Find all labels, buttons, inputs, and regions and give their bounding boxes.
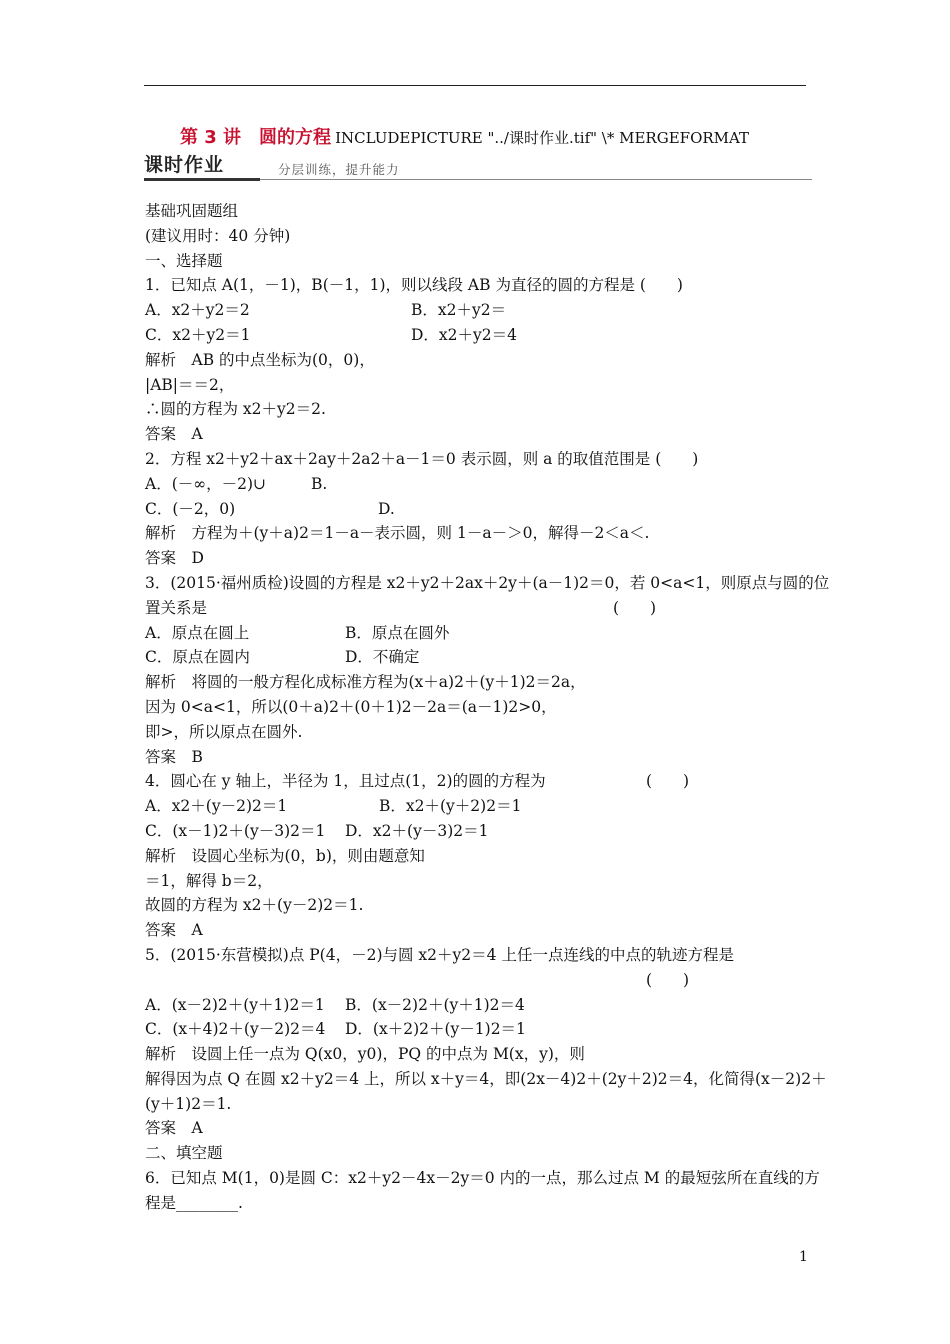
q3-answer: 答案 B	[145, 747, 203, 766]
q3-stem-1: 3．(2015·福州质检)设圆的方程是 x2＋y2＋2ax＋2y＋(a－1)2＝0，若 0<a<1，则原点与圆的位	[145, 573, 830, 592]
q5-solution-1: 解析 设圆上任一点为 Q(x0，y0)，PQ 的中点为 M(x，y)，则	[145, 1045, 585, 1064]
q3-option-a: A．原点在圆上	[145, 623, 250, 642]
q3-options-ab	[145, 621, 810, 646]
q1-solution-3: ∴圆的方程为 x2＋y2＝2.	[145, 400, 326, 419]
q4-option-b: B．x2＋(y＋2)2＝1	[379, 797, 522, 816]
q1-solution-2: |AB|＝＝2，	[145, 375, 235, 394]
q5-answer-paren: ( )	[646, 970, 690, 989]
q5-option-c: C．(x＋4)2＋(y－2)2＝4	[145, 1020, 326, 1039]
q2-options-ab	[145, 472, 810, 497]
q6-stem-1: 6．已知点 M(1，0)是圆 C：x2＋y2－4x－2y＝0 内的一点，那么过点 M 的最短弦所在直线的方	[145, 1169, 820, 1188]
q3-options-cd	[145, 645, 810, 670]
q3-answer-paren: ( )	[613, 598, 657, 617]
time-note: (建议用时：40 分钟)	[145, 226, 291, 245]
q5-options-cd	[145, 1017, 810, 1042]
q5-stem: 5．(2015·东营模拟)点 P(4，－2)与圆 x2＋y2＝4 上任一点连线的中点的轨迹方程是	[145, 945, 734, 964]
q1-option-b: B．x2＋y2＝	[411, 301, 507, 320]
q2-stem: 2．方程 x2＋y2＋ax＋2ay＋2a2＋a－1＝0 表示圆，则 a 的取值范围是 ( )	[145, 449, 699, 468]
q5-option-d: D．(x＋2)2＋(y－1)2＝1	[345, 1020, 526, 1039]
q4-solution-3: 故圆的方程为 x2＋(y－2)2＝1.	[145, 896, 364, 915]
q2-option-d: D.	[378, 499, 395, 518]
banner-subtitle: 分层训练，提升能力	[278, 162, 400, 177]
q4-options-ab	[145, 794, 810, 819]
q3-option-c: C．原点在圆内	[145, 648, 250, 667]
q2-solution-1: 解析 方程为＋(y＋a)2＝1－a－表示圆，则 1－a－＞0，解得－2＜a＜.	[145, 524, 650, 543]
field-code-text: INCLUDEPICTURE "../课时作业.tif" \* MERGEFORMAT	[335, 129, 750, 147]
q4-option-a: A．x2＋(y－2)2＝1	[145, 797, 288, 816]
q3-option-d: D．不确定	[345, 648, 420, 667]
q1-option-c: C．x2＋y2＝1	[145, 325, 251, 344]
q4-solution-2: ＝1，解得 b＝2，	[145, 871, 273, 890]
q4-stem-row	[145, 769, 810, 794]
group-heading: 基础巩固题组	[145, 202, 239, 220]
q6-stem-2: 程是________.	[145, 1193, 243, 1212]
q3-solution-1: 解析 将圆的一般方程化成标准方程为(x＋a)2＋(y＋1)2＝2a，	[145, 673, 586, 692]
q4-solution-1: 解析 设圆心坐标为(0，b)，则由题意知	[145, 846, 425, 865]
q2-option-b: B.	[311, 474, 328, 493]
q2-option-a: A．(－∞，－2)∪	[145, 474, 267, 493]
q5-option-a: A．(x－2)2＋(y＋1)2＝1	[145, 995, 325, 1014]
q4-option-d: D．x2＋(y－3)2＝1	[345, 821, 489, 840]
q1-solution-1: 解析 AB 的中点坐标为(0，0)，	[145, 350, 375, 369]
homework-banner	[144, 152, 812, 182]
q3-solution-2: 因为 0<a<1，所以(0＋a)2＋(0＋1)2－2a＝(a－1)2>0，	[145, 697, 557, 716]
q3-stem-2-row	[145, 596, 810, 621]
part-heading-fill: 二、填空题	[145, 1144, 223, 1163]
q5-paren-row	[145, 968, 810, 993]
q1-option-a: A．x2＋y2＝2	[145, 301, 250, 320]
banner-thick-rule	[144, 178, 260, 181]
q3-option-b: B．原点在圆外	[345, 623, 450, 642]
q5-solution-3: (y＋1)2＝1.	[145, 1094, 232, 1113]
q4-options-cd	[145, 819, 810, 844]
document-body	[145, 199, 830, 1216]
q2-option-c: C．(－2，0)	[145, 499, 236, 518]
q3-solution-3: 即>，所以原点在圆外.	[145, 722, 303, 741]
page-number: 1	[799, 1249, 808, 1265]
lesson-title: 第 3 讲 圆的方程	[180, 127, 332, 148]
q5-options-ab	[145, 993, 810, 1018]
q5-solution-2: 解得因为点 Q 在圆 x2＋y2＝4 上，所以 x＋y＝4，即(2x－4)2＋(2y＋2)2＝4，化简得(x－2)2＋	[145, 1069, 827, 1088]
q4-stem: 4．圆心在 y 轴上，半径为 1，且过点(1，2)的圆的方程为	[145, 772, 546, 791]
q3-stem-2: 置关系是	[145, 598, 208, 617]
part-heading-choice: 一、选择题	[145, 251, 223, 270]
q1-option-d: D．x2＋y2＝4	[411, 325, 518, 344]
q2-answer: 答案 D	[145, 549, 204, 568]
q4-answer: 答案 A	[145, 921, 203, 940]
q4-answer-paren: ( )	[646, 772, 690, 791]
q2-options-cd	[145, 497, 810, 522]
q5-option-b: B．(x－2)2＋(y＋1)2＝4	[345, 995, 525, 1014]
q1-options-ab	[145, 298, 810, 323]
q4-option-c: C．(x－1)2＋(y－3)2＝1	[145, 821, 326, 840]
q5-answer: 答案 A	[145, 1119, 203, 1138]
banner-label: 课时作业	[144, 154, 225, 176]
q1-options-cd	[145, 323, 810, 348]
header-rule	[144, 85, 806, 86]
banner-thin-rule	[260, 179, 812, 180]
q1-stem: 1．已知点 A(1，－1)，B(－1，1)，则以线段 AB 为直径的圆的方程是 ( )	[145, 276, 683, 295]
lesson-title-line	[180, 127, 749, 149]
q1-answer: 答案 A	[145, 425, 203, 444]
